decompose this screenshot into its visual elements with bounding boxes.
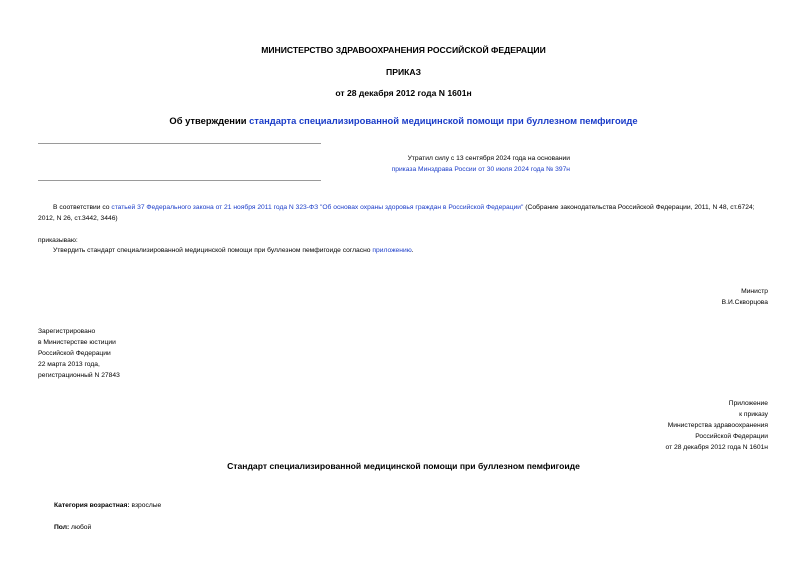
date-number-heading: от 28 декабря 2012 года N 1601н [335,88,472,98]
preamble-paragraph [38,202,770,224]
preamble-suffix: (Собрание законодательства Российской Федерации, 2011, N 48, ст.6724; 2012, N 26, ст.3442, 3446) [38,204,755,222]
age-category-label: Категория возрастная: [54,502,130,509]
age-category-field [54,500,161,511]
registration-block [38,326,120,381]
status-block [38,153,570,175]
registration-line: 22 марта 2013 года, [38,361,100,368]
order-title [0,115,807,126]
registration-line: в Министерстве юстиции [38,339,116,346]
status-repeal-link[interactable]: приказа Минздрава России от 30 июля 2024 года № 397н [391,166,570,173]
appendix-line: Российской Федерации [695,433,768,440]
appendix-line: к приказу [739,411,768,418]
divider-bottom [38,180,321,181]
divider-top [38,143,321,144]
order-text: Утвердить стандарт специализированной медицинской помощи при буллезном пемфигоиде согласно [53,247,373,254]
order-word: приказываю: [38,237,78,244]
standard-title: Стандарт специализированной медицинской помощи при буллезном пемфигоиде [227,461,580,471]
preamble-prefix: В соответствии со [53,204,112,211]
appendix-link[interactable]: приложению [372,247,412,254]
appendix-line: от 28 декабря 2012 года N 1601н [665,444,768,451]
sex-value: любой [69,524,92,531]
sex-field [54,522,91,533]
registration-line: регистрационный N 27843 [38,372,120,379]
order-paragraph [38,245,770,256]
order-end: . [411,247,414,254]
standard-link[interactable]: стандарта специализированной медицинской помощи при буллезном пемфигоиде [249,115,638,126]
registration-line: Зарегистрировано [38,328,96,335]
signature-block [722,286,768,308]
signature-name: В.И.Скворцова [721,299,768,306]
law-link[interactable]: статьей 37 Федерального закона от 21 ноября 2011 года N 323-ФЗ "Об основах охраны здоровья граждан в Российской Федерации" [111,204,524,211]
appendix-line: Министерства здравоохранения [667,422,768,429]
age-category-value: взрослые [129,502,162,509]
appendix-line: Приложение [728,400,768,407]
order-title-prefix: Об утверждении [169,115,250,126]
registration-line: Российской Федерации [38,350,111,357]
ministry-heading: МИНИСТЕРСТВО ЗДРАВООХРАНЕНИЯ РОССИЙСКОЙ ФЕДЕРАЦИИ [261,45,546,55]
signature-position: Министр [741,288,768,295]
appendix-block [666,398,769,453]
sex-label: Пол: [54,524,70,531]
doc-type-heading: ПРИКАЗ [386,67,421,77]
status-line: Утратил силу с 13 сентября 2024 года на основании [407,155,570,162]
